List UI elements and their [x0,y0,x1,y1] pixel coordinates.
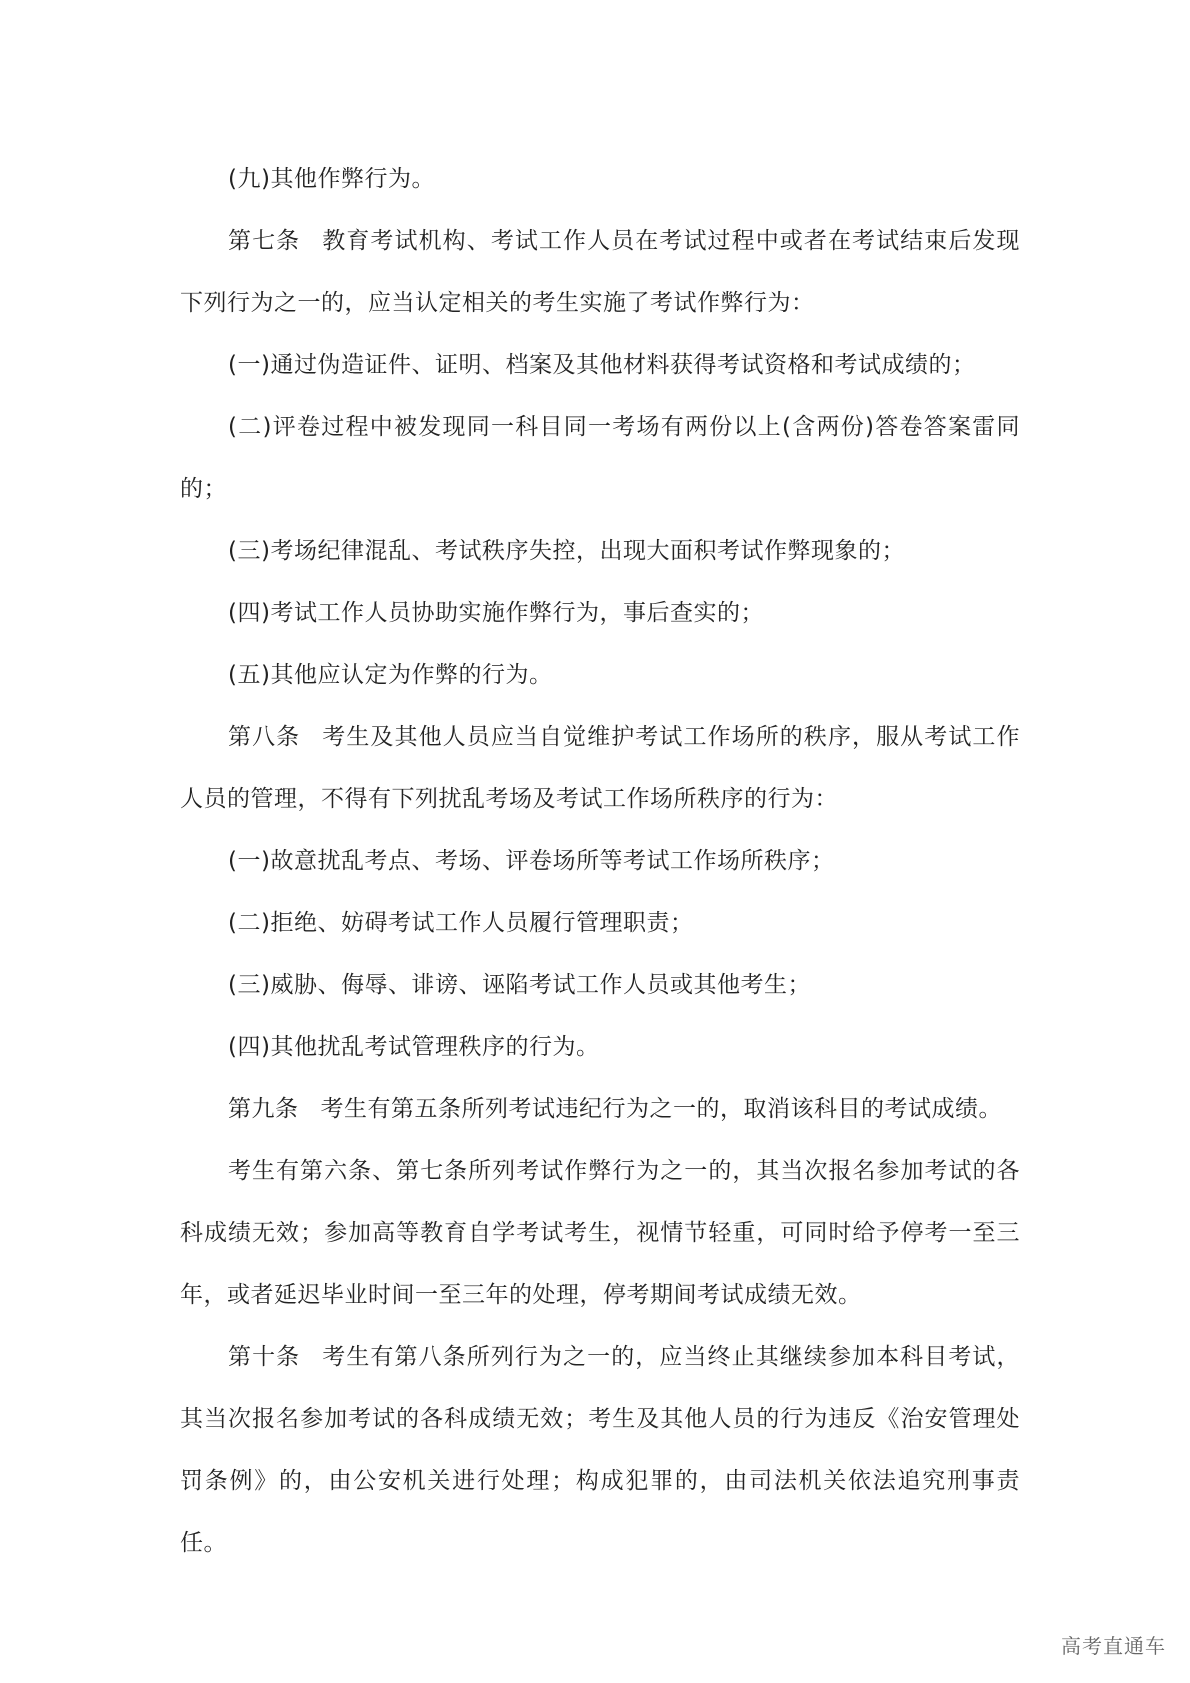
paragraph-text: 考生有第八条所列行为之一的，应当终止其继续参加本科目考试，其当次报名参加考试的各科成绩无效；考生及其他人员的行为违反《治安管理处罚条例》的，由公安机关进行处理；构成犯罪的，由司法机关依法追究刑事责任。 [180,1344,1021,1556]
paragraph-text: 考生有第五条所列考试违纪行为之一的，取消该科目的考试成绩。 [320,1096,1002,1122]
watermark-text: 高考直通车 [1061,1634,1166,1658]
paragraph-item-4 [180,1016,1020,1078]
article-label: 第十条 [228,1344,301,1370]
paragraph-item-2 [180,396,1020,520]
paragraph-text: (二)拒绝、妨碍考试工作人员履行管理职责； [228,910,694,936]
paragraph-text: (九)其他作弊行为。 [228,166,435,192]
paragraph-text: 考生及其他人员应当自觉维护考试工作场所的秩序，服从考试工作人员的管理，不得有下列扰乱考场及考试工作场所秩序的行为： [180,724,1021,812]
article-7 [180,210,1020,334]
article-label: 第八条 [228,724,301,750]
paragraph-text: (三)考场纪律混乱、考试秩序失控，出现大面积考试作弊现象的； [228,538,905,564]
paragraph-item-3 [180,954,1020,1016]
paragraph-text: (四)考试工作人员协助实施作弊行为，事后查实的； [228,600,764,626]
paragraph-text: (一)故意扰乱考点、考场、评卷场所等考试工作场所秩序； [228,848,835,874]
paragraph-item-1 [180,830,1020,892]
document-body [180,148,1020,1574]
paragraph-text: 教育考试机构、考试工作人员在考试过程中或者在考试结束后发现下列行为之一的，应当认定相关的考生实施了考试作弊行为： [180,228,1021,316]
article-10 [180,1326,1020,1574]
paragraph-text: (一)通过伪造证件、证明、档案及其他材料获得考试资格和考试成绩的； [228,352,976,378]
article-8 [180,706,1020,830]
paragraph-text: 考生有第六条、第七条所列考试作弊行为之一的，其当次报名参加考试的各科成绩无效；参加高等教育自学考试考生，视情节轻重，可同时给予停考一至三年，或者延迟毕业时间一至三年的处理，停考期间考试成绩无效。 [180,1158,1020,1308]
paragraph-text: (五)其他应认定为作弊的行为。 [228,662,553,688]
paragraph-item-4 [180,582,1020,644]
paragraph-item-1 [180,334,1020,396]
paragraph-text: (二)评卷过程中被发现同一科目同一考场有两份以上(含两份)答卷答案雷同的； [180,414,1020,502]
paragraph-item-2 [180,892,1020,954]
article-label: 第九条 [228,1096,299,1122]
paragraph-item-3 [180,520,1020,582]
paragraph-text: (四)其他扰乱考试管理秩序的行为。 [228,1034,600,1060]
paragraph-item-5 [180,644,1020,706]
article-9 [180,1078,1020,1140]
article-label: 第七条 [228,228,301,254]
paragraph-item-9 [180,148,1020,210]
article-9-continuation [180,1140,1020,1326]
paragraph-text: (三)威胁、侮辱、诽谤、诬陷考试工作人员或其他考生； [228,972,811,998]
